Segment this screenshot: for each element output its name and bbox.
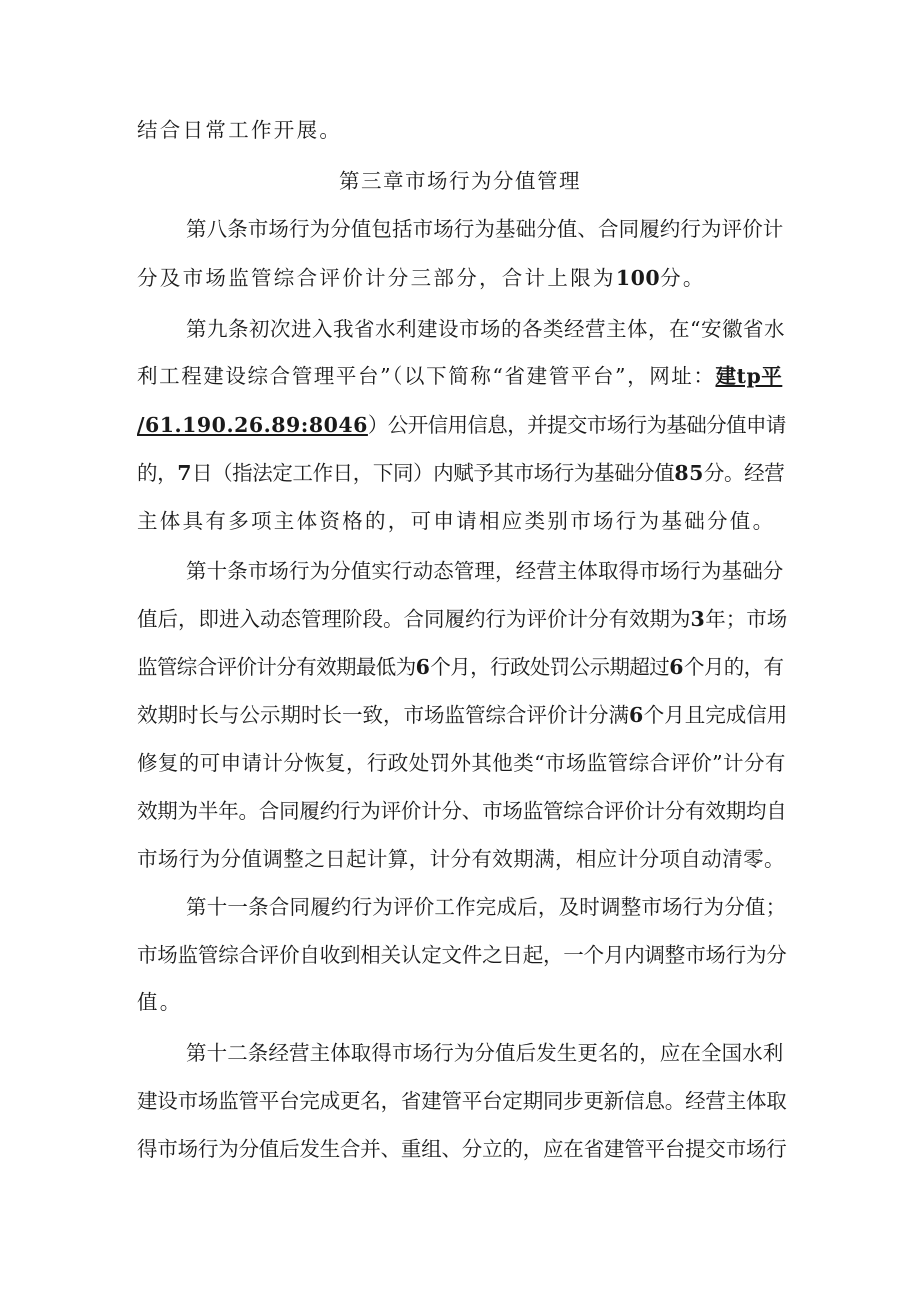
- number-run: 6: [629, 703, 644, 727]
- text-run: ）公开信用信息，并提交市场行为基础分值申请: [367, 413, 786, 437]
- paragraph-line: [137, 605, 787, 633]
- text-run: 市场监管综合评价自收到相关认定文件之日起，一个月内调整市场行为分: [137, 943, 787, 967]
- paragraph-line: [137, 362, 787, 390]
- text-run: 第九条初次进入我省水利建设市场的各类经营主体，在“安徽省水: [186, 317, 785, 341]
- paragraph-line: [186, 557, 787, 585]
- text-run: 分。经营: [703, 461, 785, 485]
- paragraph-line: [137, 507, 787, 535]
- text-run: 分。: [660, 266, 706, 290]
- text-run: 第十条市场行为分值实行动态管理，经营主体取得市场行为基础分: [186, 559, 784, 583]
- text-run: 的，: [137, 461, 178, 485]
- text-run: 个月且完成信用: [643, 703, 788, 727]
- text-run: 利工程建设综合管理平台”（以下简称“省建管平台”，网址：: [137, 364, 716, 388]
- text-run: 分及市场监管综合评价计分三部分，合计上限为: [137, 266, 616, 290]
- text-run: 个月的，有: [683, 655, 784, 679]
- number-run: 85: [674, 461, 704, 485]
- paragraph-line: [137, 1135, 787, 1163]
- text-run: 主体具有多项主体资格的，可申请相应类别市场行为基础分值。: [137, 509, 776, 533]
- text-run: 修复的可申请计分恢复，行政处罚外其他类“市场监管综合评价”计分有: [137, 751, 786, 775]
- url-link-start[interactable]: 建tp平: [715, 364, 783, 388]
- text-run: 个月，行政处罚公示期超过: [430, 655, 670, 679]
- text-run: 结合日常工作开展。: [137, 118, 343, 142]
- text-run: 值。: [137, 990, 183, 1014]
- text-run: 第三章市场行为分值管理: [339, 169, 581, 193]
- paragraph-line: [137, 653, 787, 681]
- number-run: 7: [177, 461, 192, 485]
- text-run: 效期时长与公示期时长一致，市场监管综合评价计分满: [137, 703, 629, 727]
- paragraph-line: [186, 215, 787, 243]
- paragraph-line: [137, 264, 787, 292]
- number-run: 6: [669, 655, 684, 679]
- number-run: 3: [690, 607, 706, 631]
- paragraph-line: [186, 315, 787, 343]
- text-run: 第十二条经营主体取得市场行为分值后发生更名的，应在全国水利: [186, 1041, 784, 1065]
- text-run: 监管综合评价计分有效期最低为: [137, 655, 416, 679]
- paragraph-line: [137, 988, 787, 1016]
- paragraph-line: [137, 459, 787, 487]
- text-run: 值后，即进入动态管理阶段。合同履约行为评价计分有效期为: [137, 607, 691, 631]
- paragraph-line: [137, 797, 787, 825]
- number-run: 100: [615, 266, 661, 290]
- text-run: 效期为半年。合同履约行为评价计分、市场监管综合评价计分有效期均自: [137, 799, 787, 823]
- text-run: 第八条市场行为分值包括市场行为基础分值、合同履约行为评价计: [186, 217, 784, 241]
- paragraph-line: [186, 1039, 787, 1067]
- paragraph-line: [137, 749, 787, 777]
- number-run: 6: [415, 655, 431, 679]
- paragraph-line: [186, 893, 787, 921]
- paragraph-line: [137, 1087, 787, 1115]
- text-run: 建设市场监管平台完成更名，省建管平台定期同步更新信息。经营主体取: [137, 1089, 787, 1113]
- paragraph-line: [137, 411, 787, 439]
- text-run: 市场行为分值调整之日起计算，计分有效期满，相应计分项自动清零。: [137, 847, 785, 871]
- text-run: 第十一条合同履约行为评价工作完成后，及时调整市场行为分值；: [186, 895, 787, 919]
- chapter-heading: [0, 167, 920, 195]
- text-run: 日（指法定工作日，下同）内赋予其市场行为基础分值: [191, 461, 675, 485]
- text-run: 年；市场: [705, 607, 788, 631]
- text-run: 得市场行为分值后发生合并、重组、分立的，应在省建管平台提交市场行: [137, 1137, 787, 1161]
- paragraph-line: [137, 701, 787, 729]
- paragraph-line: [137, 941, 787, 969]
- paragraph-line: [137, 116, 787, 144]
- url-link-end[interactable]: /61.190.26.89:8046: [137, 413, 368, 437]
- paragraph-line: [137, 845, 787, 873]
